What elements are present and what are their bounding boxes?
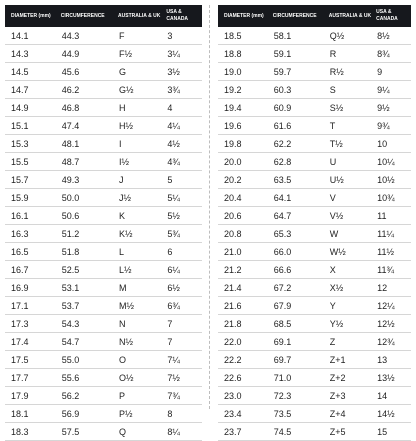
circumference-cell: 62.2 [271,135,327,153]
australia-uk-cell: M½ [116,297,164,315]
usa-canada-cell: 9 [374,63,411,81]
table-row [5,387,202,405]
circumference-cell: 63.5 [271,171,327,189]
australia-uk-cell: N [116,315,164,333]
table-row [218,27,411,45]
circumference-cell: 45.6 [59,63,116,81]
australia-uk-cell: O½ [116,369,164,387]
diameter-cell: 19.6 [218,117,271,135]
table-row [218,117,411,135]
diameter-cell: 21.4 [218,279,271,297]
header-diameter: DIAMETER (mm) [218,5,271,27]
usa-canada-cell: 8¾ [374,45,411,63]
diameter-cell: 16.3 [5,225,59,243]
circumference-cell: 48.1 [59,135,116,153]
australia-uk-cell: T½ [327,135,374,153]
usa-canada-cell: 10½ [374,171,411,189]
australia-uk-cell: Z [327,333,374,351]
australia-uk-cell: X½ [327,279,374,297]
diameter-cell: 16.1 [5,207,59,225]
usa-canada-cell: 8½ [374,27,411,45]
circumference-cell: 52.5 [59,261,116,279]
usa-canada-cell: 10 [374,135,411,153]
usa-canada-cell: 6 [164,243,202,261]
diameter-cell: 20.0 [218,153,271,171]
usa-canada-cell: 7½ [164,369,202,387]
australia-uk-cell: O [116,351,164,369]
usa-canada-cell: 11¼ [374,225,411,243]
usa-canada-cell: 4 [164,99,202,117]
australia-uk-cell: Y [327,297,374,315]
circumference-cell: 44.9 [59,45,116,63]
diameter-cell: 14.5 [5,63,59,81]
diameter-cell: 14.3 [5,45,59,63]
diameter-cell: 18.5 [218,27,271,45]
table-row [5,369,202,387]
table-row [5,261,202,279]
australia-uk-cell: Q½ [327,27,374,45]
usa-canada-cell: 12 [374,279,411,297]
size-table-left [5,5,202,441]
australia-uk-cell: S [327,81,374,99]
diameter-cell: 17.4 [5,333,59,351]
size-table-right [218,5,411,441]
australia-uk-cell: K [116,207,164,225]
diameter-cell: 19.8 [218,135,271,153]
table-body [5,27,202,441]
circumference-cell: 50.6 [59,207,116,225]
circumference-cell: 71.0 [271,369,327,387]
usa-canada-cell: 8¼ [164,423,202,441]
australia-uk-cell: L½ [116,261,164,279]
australia-uk-cell: L [116,243,164,261]
australia-uk-cell: K½ [116,225,164,243]
australia-uk-cell: Z+2 [327,369,374,387]
diameter-cell: 20.4 [218,189,271,207]
table-row [218,45,411,63]
diameter-cell: 20.6 [218,207,271,225]
table-row [218,333,411,351]
circumference-cell: 51.8 [59,243,116,261]
diameter-cell: 17.9 [5,387,59,405]
table-row [218,369,411,387]
usa-canada-cell: 7 [164,333,202,351]
usa-canada-cell: 6½ [164,279,202,297]
usa-canada-cell: 13½ [374,369,411,387]
header-australia-uk: AUSTRALIA & UK [116,5,164,27]
usa-canada-cell: 5½ [164,207,202,225]
usa-canada-cell: 14½ [374,405,411,423]
usa-canada-cell: 5¼ [164,189,202,207]
usa-canada-cell: 9½ [374,99,411,117]
diameter-cell: 20.2 [218,171,271,189]
australia-uk-cell: W½ [327,243,374,261]
usa-canada-cell: 6¼ [164,261,202,279]
usa-canada-cell: 12½ [374,315,411,333]
diameter-cell: 23.0 [218,387,271,405]
table-row [218,387,411,405]
australia-uk-cell: T [327,117,374,135]
table-header [5,5,202,27]
usa-canada-cell: 12¼ [374,297,411,315]
table-row [218,189,411,207]
table-row [5,405,202,423]
table-row [5,297,202,315]
diameter-cell: 21.6 [218,297,271,315]
usa-canada-cell: 5¾ [164,225,202,243]
diameter-cell: 18.8 [218,45,271,63]
circumference-cell: 49.3 [59,171,116,189]
circumference-cell: 51.2 [59,225,116,243]
australia-uk-cell: U½ [327,171,374,189]
circumference-cell: 56.2 [59,387,116,405]
table-row [218,81,411,99]
circumference-cell: 73.5 [271,405,327,423]
table-row [5,171,202,189]
diameter-cell: 18.3 [5,423,59,441]
australia-uk-cell: P [116,387,164,405]
usa-canada-cell: 4¼ [164,117,202,135]
table-row [218,207,411,225]
table-row [5,135,202,153]
usa-canada-cell: 6¾ [164,297,202,315]
table-row [5,243,202,261]
diameter-cell: 14.1 [5,27,59,45]
diameter-cell: 22.6 [218,369,271,387]
circumference-cell: 59.7 [271,63,327,81]
circumference-cell: 58.1 [271,27,327,45]
circumference-cell: 64.7 [271,207,327,225]
australia-uk-cell: V½ [327,207,374,225]
usa-canada-cell: 3¼ [164,45,202,63]
circumference-cell: 68.5 [271,315,327,333]
table-row [5,63,202,81]
diameter-cell: 15.3 [5,135,59,153]
circumference-cell: 64.1 [271,189,327,207]
table-row [218,225,411,243]
diameter-cell: 15.1 [5,117,59,135]
circumference-cell: 55.6 [59,369,116,387]
table-row [218,351,411,369]
usa-canada-cell: 9¾ [374,117,411,135]
table-row [5,333,202,351]
header-australia-uk: AUSTRALIA & UK [327,5,374,27]
diameter-cell: 15.9 [5,189,59,207]
table-row [5,189,202,207]
circumference-cell: 66.0 [271,243,327,261]
table-header [218,5,411,27]
australia-uk-cell: G½ [116,81,164,99]
australia-uk-cell: W [327,225,374,243]
circumference-cell: 54.7 [59,333,116,351]
diameter-cell: 16.7 [5,261,59,279]
australia-uk-cell: N½ [116,333,164,351]
table-row [218,261,411,279]
australia-uk-cell: H [116,99,164,117]
australia-uk-cell: F [116,27,164,45]
australia-uk-cell: Z+3 [327,387,374,405]
usa-canada-cell: 9¼ [374,81,411,99]
diameter-cell: 20.8 [218,225,271,243]
circumference-cell: 56.9 [59,405,116,423]
table-row [218,135,411,153]
column-divider [209,5,210,409]
australia-uk-cell: S½ [327,99,374,117]
usa-canada-cell: 7¾ [164,387,202,405]
diameter-cell: 23.7 [218,423,271,441]
circumference-cell: 50.0 [59,189,116,207]
circumference-cell: 46.2 [59,81,116,99]
australia-uk-cell: Z+5 [327,423,374,441]
circumference-cell: 65.3 [271,225,327,243]
table-row [218,297,411,315]
header-circumference: CIRCUMFERENCE [59,5,116,27]
australia-uk-cell: J½ [116,189,164,207]
diameter-cell: 19.0 [218,63,271,81]
table-row [218,63,411,81]
table-row [5,99,202,117]
diameter-cell: 17.3 [5,315,59,333]
usa-canada-cell: 14 [374,387,411,405]
header-circumference: CIRCUMFERENCE [271,5,327,27]
australia-uk-cell: U [327,153,374,171]
australia-uk-cell: J [116,171,164,189]
diameter-cell: 22.0 [218,333,271,351]
circumference-cell: 60.9 [271,99,327,117]
australia-uk-cell: Z+1 [327,351,374,369]
circumference-cell: 46.8 [59,99,116,117]
header-row [218,5,411,27]
table-row [218,153,411,171]
usa-canada-cell: 3¾ [164,81,202,99]
table-row [218,279,411,297]
header-diameter: DIAMETER (mm) [5,5,59,27]
usa-canada-cell: 5 [164,171,202,189]
australia-uk-cell: M [116,279,164,297]
usa-canada-cell: 12¾ [374,333,411,351]
table-row [5,225,202,243]
circumference-cell: 61.6 [271,117,327,135]
circumference-cell: 44.3 [59,27,116,45]
diameter-cell: 17.1 [5,297,59,315]
table-row [5,207,202,225]
diameter-cell: 22.2 [218,351,271,369]
australia-uk-cell: G [116,63,164,81]
diameter-cell: 23.4 [218,405,271,423]
usa-canada-cell: 15 [374,423,411,441]
australia-uk-cell: F½ [116,45,164,63]
table-row [5,27,202,45]
diameter-cell: 15.5 [5,153,59,171]
table-row [218,315,411,333]
diameter-cell: 15.7 [5,171,59,189]
usa-canada-cell: 4¾ [164,153,202,171]
australia-uk-cell: Z+4 [327,405,374,423]
circumference-cell: 69.1 [271,333,327,351]
usa-canada-cell: 7 [164,315,202,333]
circumference-cell: 53.1 [59,279,116,297]
usa-canada-cell: 4½ [164,135,202,153]
table-row [218,405,411,423]
usa-canada-cell: 3½ [164,63,202,81]
usa-canada-cell: 13 [374,351,411,369]
diameter-cell: 21.2 [218,261,271,279]
header-usa-canada: USA & CANADA [374,5,411,27]
table-row [218,99,411,117]
table-body [218,27,411,441]
circumference-cell: 53.7 [59,297,116,315]
circumference-cell: 74.5 [271,423,327,441]
usa-canada-cell: 11½ [374,243,411,261]
usa-canada-cell: 11 [374,207,411,225]
table-row [218,171,411,189]
circumference-cell: 55.0 [59,351,116,369]
circumference-cell: 48.7 [59,153,116,171]
diameter-cell: 16.5 [5,243,59,261]
table-row [5,153,202,171]
diameter-cell: 17.5 [5,351,59,369]
circumference-cell: 60.3 [271,81,327,99]
australia-uk-cell: V [327,189,374,207]
table-row [5,117,202,135]
circumference-cell: 66.6 [271,261,327,279]
australia-uk-cell: Q [116,423,164,441]
table-row [5,315,202,333]
australia-uk-cell: I½ [116,153,164,171]
usa-canada-cell: 10¾ [374,189,411,207]
usa-canada-cell: 11¾ [374,261,411,279]
circumference-cell: 54.3 [59,315,116,333]
table-row [5,279,202,297]
circumference-cell: 67.2 [271,279,327,297]
table-row [5,351,202,369]
diameter-cell: 18.1 [5,405,59,423]
usa-canada-cell: 10¼ [374,153,411,171]
diameter-cell: 14.9 [5,99,59,117]
header-usa-canada: USA & CANADA [164,5,202,27]
australia-uk-cell: R [327,45,374,63]
circumference-cell: 62.8 [271,153,327,171]
circumference-cell: 69.7 [271,351,327,369]
table-row [218,243,411,261]
australia-uk-cell: R½ [327,63,374,81]
diameter-cell: 19.2 [218,81,271,99]
diameter-cell: 14.7 [5,81,59,99]
diameter-cell: 21.8 [218,315,271,333]
circumference-cell: 57.5 [59,423,116,441]
circumference-cell: 72.3 [271,387,327,405]
australia-uk-cell: P½ [116,405,164,423]
australia-uk-cell: I [116,135,164,153]
diameter-cell: 16.9 [5,279,59,297]
circumference-cell: 67.9 [271,297,327,315]
usa-canada-cell: 8 [164,405,202,423]
diameter-cell: 19.4 [218,99,271,117]
circumference-cell: 47.4 [59,117,116,135]
table-row [5,423,202,441]
australia-uk-cell: H½ [116,117,164,135]
diameter-cell: 17.7 [5,369,59,387]
diameter-cell: 21.0 [218,243,271,261]
table-row [218,423,411,441]
table-row [5,45,202,63]
australia-uk-cell: Y½ [327,315,374,333]
circumference-cell: 59.1 [271,45,327,63]
header-row [5,5,202,27]
usa-canada-cell: 3 [164,27,202,45]
usa-canada-cell: 7¼ [164,351,202,369]
australia-uk-cell: X [327,261,374,279]
table-row [5,81,202,99]
